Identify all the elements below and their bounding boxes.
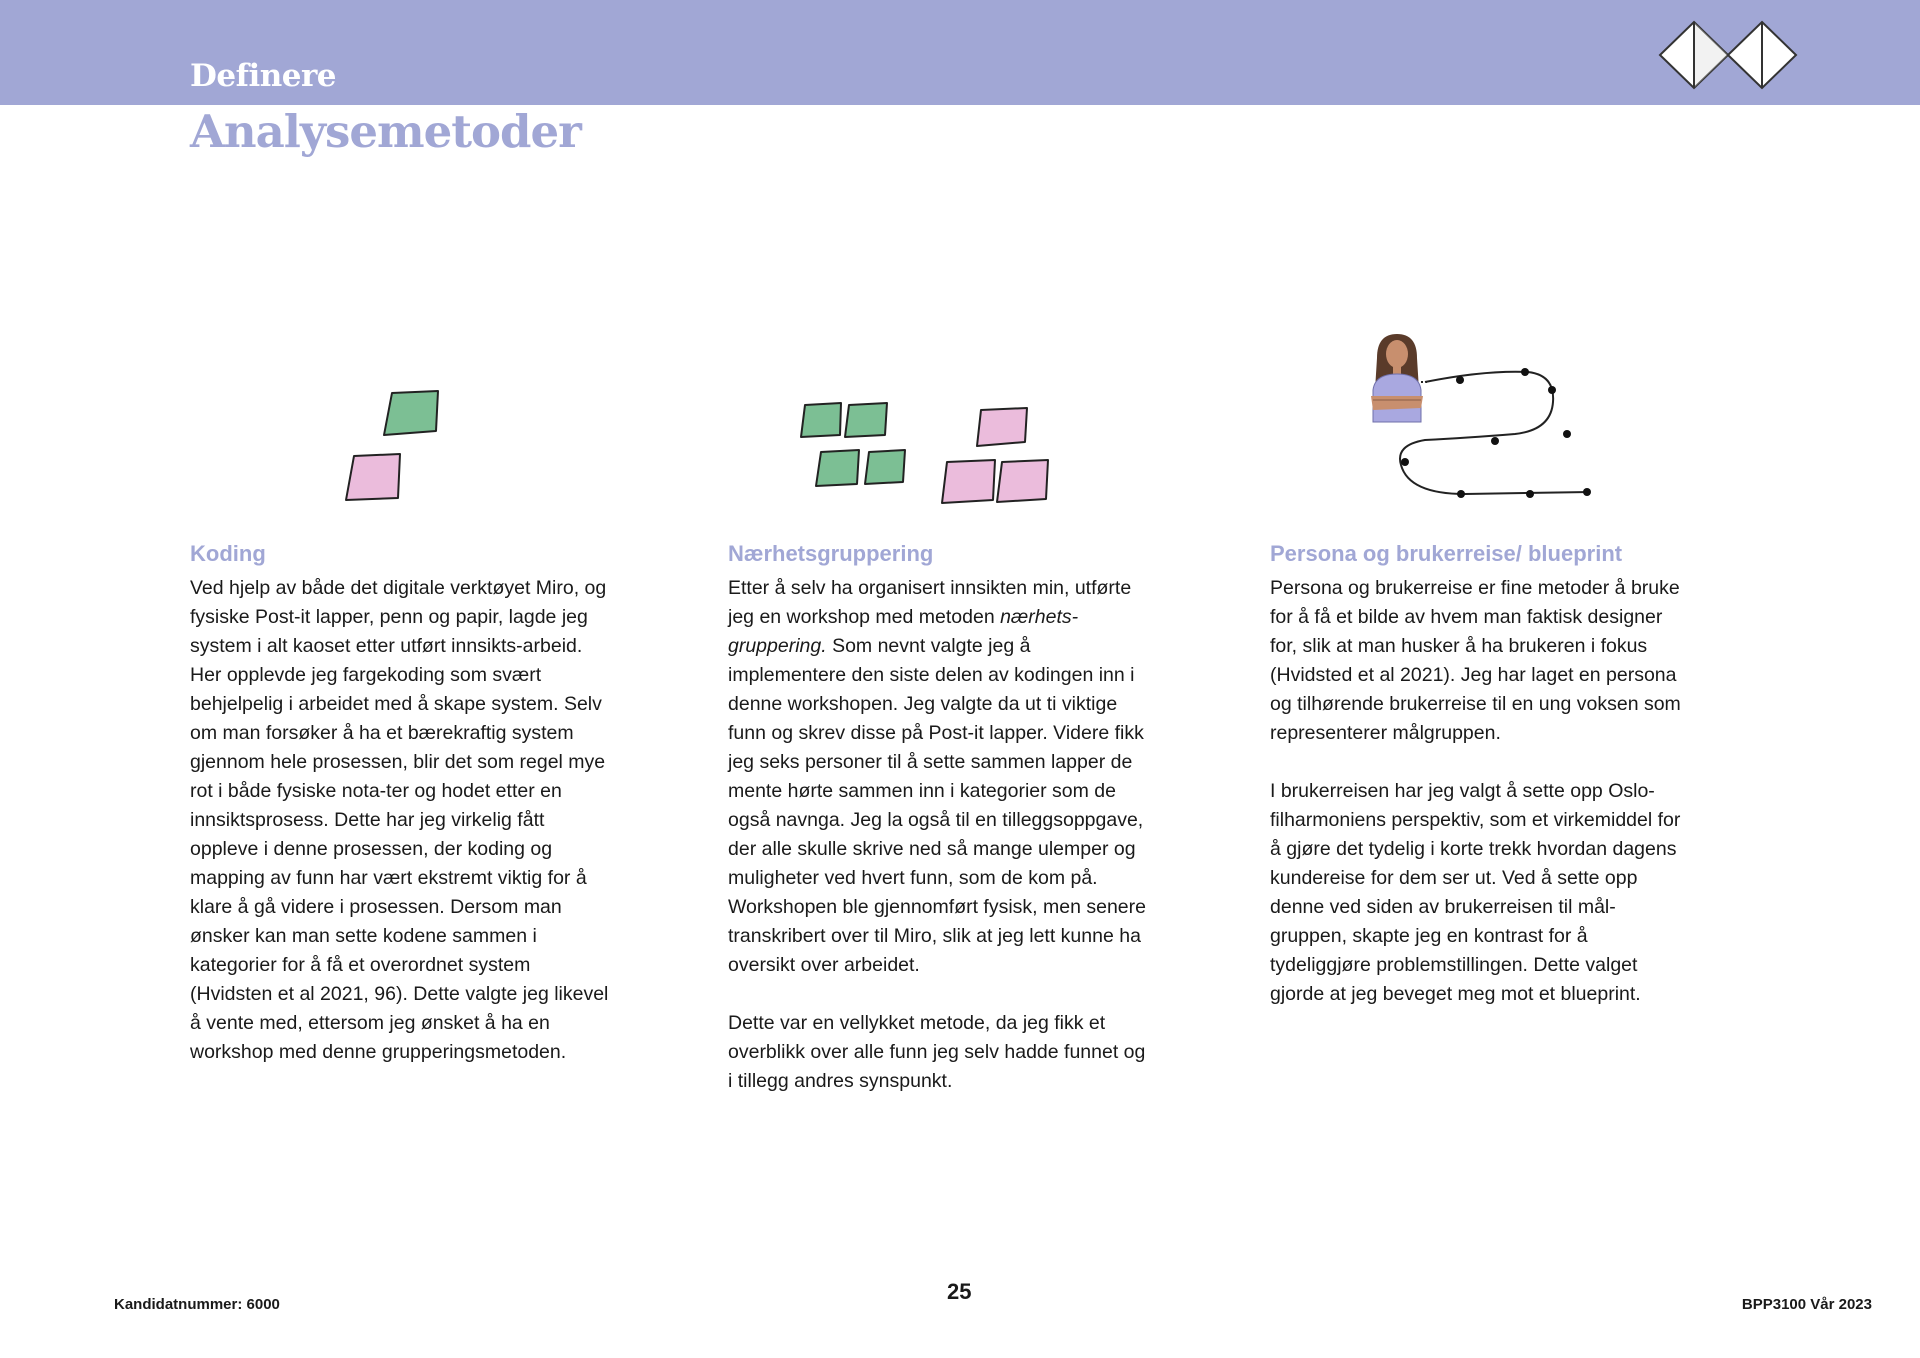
paragraph (728, 574, 1148, 980)
paragraph: Ved hjelp av både det digitale verktøyet Miro, og fysiske Post-it lapper, penn og papir, lagde jeg system i alt kaoset etter utført innsikts-arbeid. Her opplevde jeg fargekoding som svært behjelpelig i arbeidet med å skape system. Selv om man forsøker å ha et bærekraftig system gjennom hele prosessen, blir det som regel mye rot i både fysiske nota-ter og hodet etter en innsiktsprosess. Dette har jeg virkelig fått oppleve i denne prosessen, der koding og mapping av funn har vært ekstremt viktig for å klare å gå videre i prosessen. Dersom man ønsker kan man sette kodene sammen i kategorier for å få et overordnet system (Hvidsten et al 2021, 96). Dette valgte jeg likevel å vente med, ettersom jeg ønsket å ha en workshop med denne grupperingsmetoden. (190, 577, 609, 1063)
paragraph: I brukerreisen har jeg valgt å sette opp Oslo-filharmoniens perspektiv, som et virkemiddel for å gjøre det tydelig i korte trekk hvordan dagens kundereise for dem ser ut. Ved å sette opp denne ved siden av brukerreisen til mål-gruppen, skapte jeg en kontrast for å tydeliggjøre problemstillingen. Dette valget gjorde at jeg beveget meg mot et blueprint. (1270, 780, 1681, 1005)
page-number: 25 (947, 1279, 972, 1304)
column-heading: Persona og brukerreise/ blueprint (1270, 541, 1623, 566)
nav-diamonds (1658, 20, 1800, 90)
paragraph-text: Som nevnt valgte jeg å implementere den siste delen av kodingen inn i denne workshopen. Jeg valgte da ut ti viktige funn og skrev disse på Post-it lapper. Videre fikk jeg seks personer til å sette sammen lapper de mente hørte sammen inn i kategorier som de også navnga. Jeg la også til en tilleggsoppgave, der alle skulle skrive ned så mange ulemper og muligheter ved hvert funn, som de kom på. Workshopen ble gjennomført fysisk, men senere transkribert over til Miro, slik at jeg lett kunne ha oversikt over arbeidet. (728, 635, 1146, 976)
diamond-icon (1728, 22, 1796, 88)
page-title: Analysemetoder (190, 105, 581, 158)
section-label: Definere (190, 58, 337, 94)
paragraph: Dette var en vellykket metode, da jeg fikk et overblikk over alle funn jeg selv hadde funnet og i tillegg andres synspunkt. (728, 1012, 1146, 1092)
persona-icon (1371, 334, 1423, 422)
column-naerhetsgruppering (728, 538, 1148, 1125)
column-heading: Koding (190, 541, 266, 566)
diamond-icon (1660, 22, 1728, 88)
grouped-sticky-notes-icon (795, 395, 1055, 510)
paragraph: Persona og brukerreise er fine metoder å bruke for å få et bilde av hvem man faktisk designer for, slik at man husker å ha brukeren i fokus (Hvidsted et al 2021). Jeg har laget en persona og tilhørende brukerreise til en ung voksen som representerer målgruppen. (1270, 577, 1681, 744)
paragraph-text: Etter å selv ha organisert innsikten min, utførte jeg en workshop med metoden (728, 577, 1132, 628)
candidate-number: Kandidatnummer: 6000 (114, 1296, 280, 1313)
column-body (1270, 574, 1690, 1009)
paragraph-italic-term: nærhets-gruppering. (728, 606, 1079, 657)
column-persona-brukerreise (1270, 538, 1690, 1038)
persona-journey-icon (1365, 330, 1610, 505)
column-koding (190, 538, 610, 1096)
column-body (728, 574, 1148, 1096)
sticky-notes-icon (340, 385, 450, 505)
column-body (190, 574, 610, 1067)
column-heading: Nærhetsgruppering (728, 541, 934, 566)
course-code: BPP3100 Vår 2023 (1741, 1296, 1872, 1313)
